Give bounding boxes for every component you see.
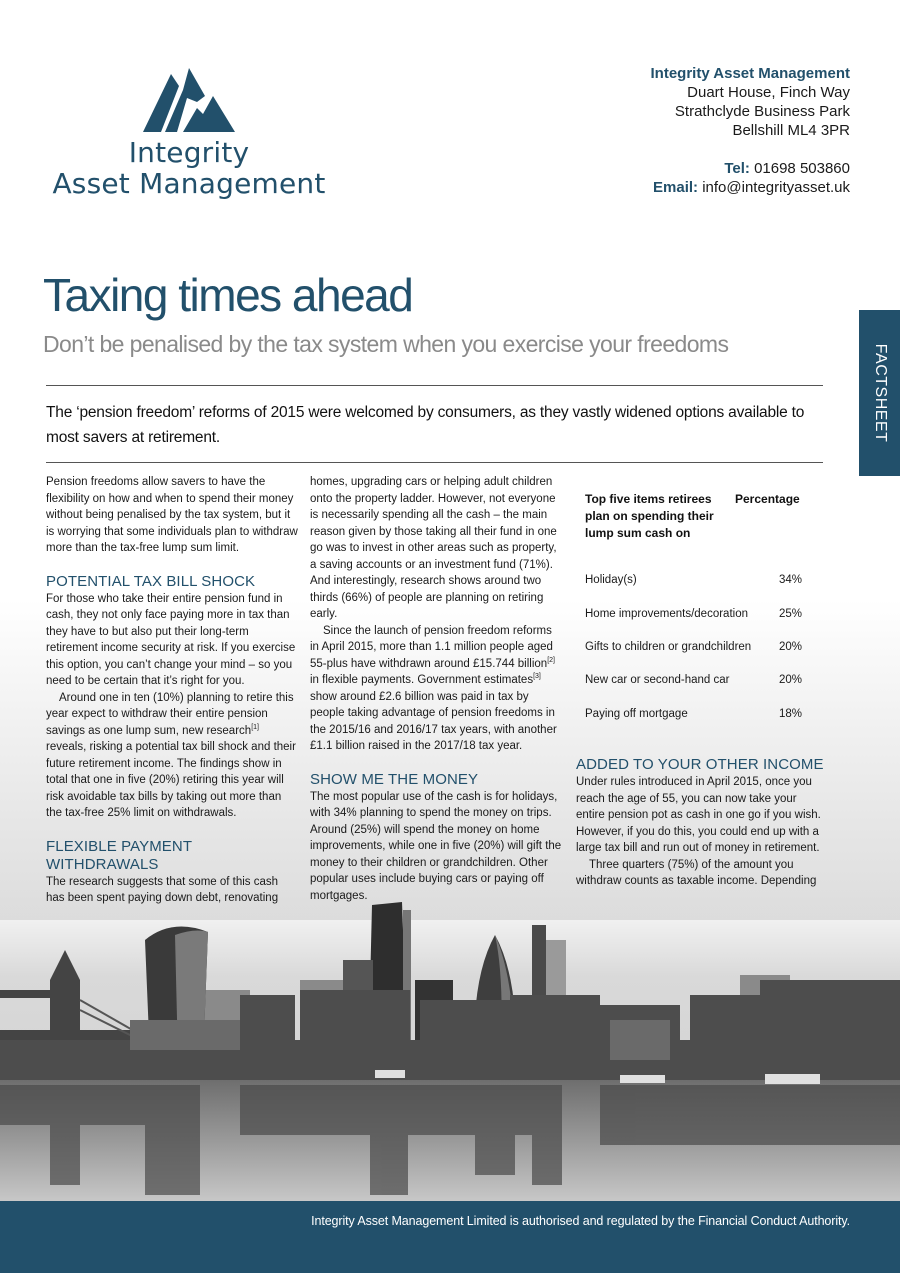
email-label: Email: [653,179,699,196]
email-value[interactable]: info@integrityasset.uk [702,179,850,196]
footnote-ref-1: [1] [251,723,259,731]
table-row-value: 25% [778,608,802,620]
table-row-item: New car or second-hand car [585,674,730,686]
heading-added-to-your-other-income: ADDED TO YOUR OTHER INCOME [576,756,824,773]
logo-text-asset-management: Asset Management [52,167,326,200]
col1-paragraph-4: The research suggests that some of this cash has been spent paying down debt, renovating [46,875,279,904]
tel-label: Tel: [724,160,750,177]
divider-bottom [46,462,823,463]
company-logo [44,68,334,203]
contact-block [651,64,851,197]
col3-paragraph-2: Three quarters (75%) of the amount you withdraw counts as taxable income. Depending [576,858,817,887]
address-line-2: Strathclyde Business Park [674,103,850,120]
mountain-logo-icon [143,68,235,132]
col2-paragraph-2 [310,623,562,755]
col2-paragraph-3: The most popular use of the cash is for holidays, with 34% planning to spend the money on trips. Around (25%) will spend the money on home improvements, while one in five (20%) will gift the money to their children or grandchildren. Other popular uses include buying cars or paying off mortgages. [310,790,562,902]
contact-company: Integrity Asset Management [650,65,850,82]
col1-paragraph-2: For those who take their entire pension fund in cash, they not only face paying more in tax than they have to but also put their long-term retirement income security at risk. If you exercise this option, you can’t change your mind – so you need to be certain that it’s right for you. [46,592,296,687]
col1-p3-text-a: Around one in ten (10%) planning to retire this year expect to withdraw their entire pension savings as one lump sum, new research [46,691,294,737]
table-row-value: 18% [778,708,802,720]
column-2 [310,474,562,904]
col2-p2-text-a: Since the launch of pension freedom reforms in April 2015, more than 1.1 million people aged 55-plus have withdrawn around £15.744 billion [310,624,553,670]
address-line-3: Bellshill ML4 3PR [732,122,850,139]
table-row-item: Paying off mortgage [585,708,688,720]
column-1 [46,474,298,907]
tel-value[interactable]: 01698 503860 [754,160,850,177]
footer-bar [0,1201,900,1273]
page-title: Taxing times ahead [43,269,413,321]
heading-potential-tax-bill-shock: POTENTIAL TAX BILL SHOCK [46,572,256,590]
table-row-item: Gifts to children or grandchildren [585,641,752,653]
col1-p3-text-b: reveals, risking a potential tax bill shock and their future retirement income. The findings show in total that one in five (20%) retiring this year will risk avoidable tax bills by taking out more than the tax-free 25% limit on withdrawals. [46,741,296,819]
factsheet-tab-label: FACTSHEET [871,343,889,443]
table-row-value: 20% [778,674,802,686]
email-line [651,178,851,197]
footer-regulatory-text: Integrity Asset Management Limited is authorised and regulated by the Financial Conduct Authority. [311,1214,850,1228]
footnote-ref-3: [3] [533,673,541,681]
table-row-value: 20% [778,641,802,653]
col2-p2-text-c: show around £2.6 billion was paid in tax by people taking advantage of pension freedoms in the 2015/16 and 2016/17 tax years, with another £1.1 billion raised in the 2017/18 tax year. [310,690,557,752]
heading-show-me-the-money: SHOW ME THE MONEY [310,770,479,788]
table-row-value: 34% [778,574,802,586]
intro-paragraph: The ‘pension freedom’ reforms of 2015 were welcomed by consumers, as they vastly widened options available to most savers at retirement. [46,404,805,446]
logo-text-integrity: Integrity [128,136,250,169]
address-line-1: Duart House, Finch Way [687,84,850,101]
tel-line [651,159,851,178]
factsheet-tab [859,310,900,476]
column-3 [576,756,826,890]
page-subtitle: Don’t be penalised by the tax system when you exercise your freedoms [43,331,729,357]
table-header-item: Top five items retirees plan on spending their lump sum cash on [585,492,714,540]
footnote-ref-2: [2] [547,656,555,664]
heading-flexible-payment-withdrawals: FLEXIBLE PAYMENT WITHDRAWALS [46,837,192,873]
col2-p2-text-b: in flexible payments. Government estimates [310,674,534,686]
col1-paragraph-3 [46,690,298,822]
table-header-percentage: Percentage [735,492,800,506]
col3-paragraph-1: Under rules introduced in April 2015, once you reach the age of 55, you can now take your entire pension pot as cash in one go if you wish. However, if you do this, you could end up with a large tax bill and run out of money in retirement. [576,776,821,854]
table-row-item: Holiday(s) [585,574,637,586]
city-skyline-image [0,880,900,1202]
col2-paragraph-1: homes, upgrading cars or helping adult children onto the property ladder. However, not everyone is necessarily spending all the cash – the main reason given by those taking all their fund in one go was to invest in other areas such as property, a saving accounts or an investment fund (71%). And interestingly, research shows around two thirds (66%) of people are planning on retiring early. [310,476,557,620]
col1-paragraph-1: Pension freedoms allow savers to have the flexibility on how and when to spend their money without being penalised by the tax system, but it is worrying that some individuals plan to withdraw more than the tax-free lump sum limit. [46,476,298,554]
table-row-item: Home improvements/decoration [585,608,748,620]
divider-top [46,385,823,386]
